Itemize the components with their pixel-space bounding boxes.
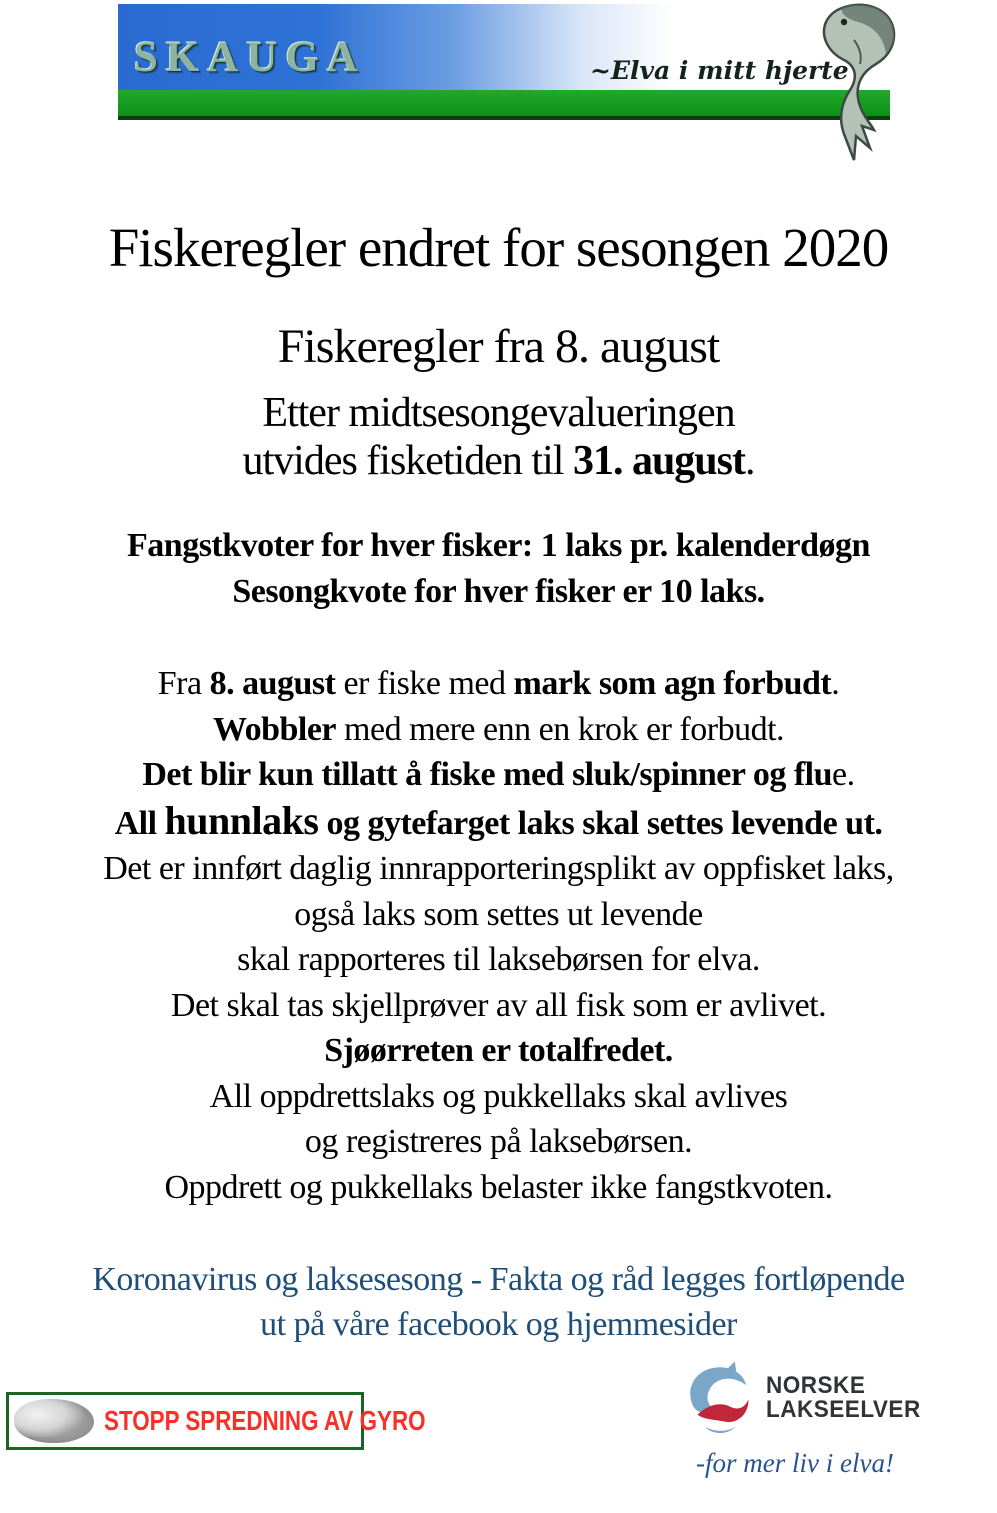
brand-logo-text: skauga: [134, 17, 366, 85]
norske-lakseelver-wordmark: [766, 1374, 921, 1422]
corona-line-2: ut på våre facebook og hjemmesider: [260, 1306, 737, 1343]
norske-lakseelver-tagline: -for mer liv i elva!: [696, 1448, 894, 1478]
page-title: Fiskeregler endret for sesongen 2020: [108, 217, 889, 278]
corona-notice: [0, 1257, 997, 1347]
nl-name-line-2: LAKSEELVER: [766, 1396, 921, 1423]
corona-line-1: Koronavirus og laksesesong - Fakta og råd legges fortløpende: [92, 1261, 905, 1298]
norske-lakseelver-logo[interactable]: [680, 1360, 931, 1436]
rule-line-4: All hunnlaks og gytefarget laks skal settes levende ut.: [114, 797, 883, 843]
banner-tagline: ~Elva i mitt hjerte: [590, 56, 849, 85]
subtitle-line-1: Etter midtsesongevalueringen: [262, 390, 735, 436]
rule-line-8: Det skal tas skjellprøver av all fisk som er avlivet.: [170, 986, 827, 1024]
rules-paragraph: [0, 661, 997, 1210]
gyro-warning-banner[interactable]: [6, 1392, 426, 1450]
gyro-banner-label: STOPP SPREDNING AV GYRO: [104, 1405, 426, 1436]
quota-paragraph: [0, 523, 997, 615]
rule-line-3: Det blir kun tillatt å fiske med sluk/spinner og flue.: [142, 756, 855, 793]
quota-line-1: Fangstkvoter for hver fisker: 1 laks pr. kalenderdøgn: [127, 527, 870, 564]
rule-line-11: og registreres på laksebørsen.: [304, 1123, 693, 1160]
rule-line-9: Sjøørreten er totalfredet.: [324, 1032, 673, 1069]
subtitle-line-2: utvides fisketiden til 31. august.: [242, 438, 755, 484]
nl-name-line-1: NORSKE: [766, 1372, 866, 1399]
rule-line-1: Fra 8. august er fiske med mark som agn forbudt.: [157, 665, 840, 702]
subtitle: Fiskeregler fra 8. august: [277, 320, 720, 373]
gyro-parasite-image: [14, 1399, 94, 1443]
rule-line-10: All oppdrettslaks og pukkellaks skal avlives: [209, 1077, 788, 1115]
rule-line-7: skal rapporteres til laksebørsen for elva.: [237, 941, 760, 978]
quota-line-2: Sesongkvote for hver fisker er 10 laks.: [232, 573, 765, 610]
rule-line-6: også laks som settes ut levende: [294, 895, 703, 933]
rule-line-2: Wobbler med mere enn en krok er forbudt.: [212, 710, 785, 748]
rule-line-12: Oppdrett og pukkellaks belaster ikke fangstkvoten.: [164, 1168, 833, 1206]
norske-lakseelver-fish-icon: [680, 1360, 756, 1436]
rule-line-5: Det er innført daglig innrapporteringsplikt av oppfisket laks,: [103, 850, 894, 887]
